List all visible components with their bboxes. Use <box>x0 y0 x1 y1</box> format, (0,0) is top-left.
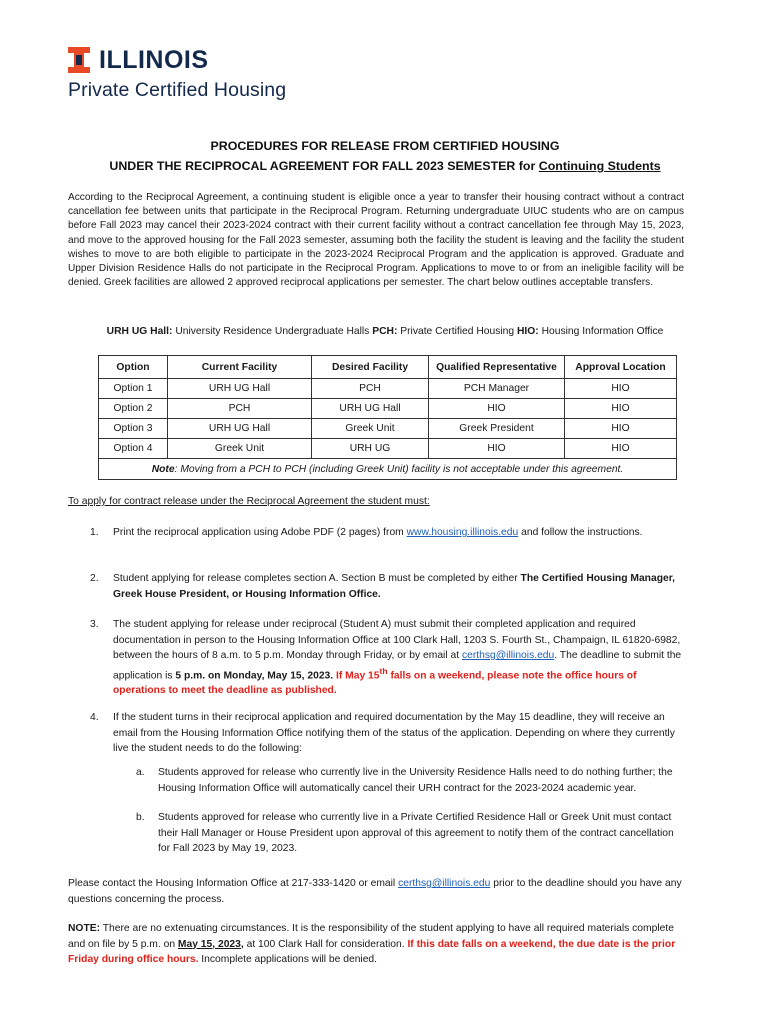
block-i-icon <box>68 47 90 73</box>
contact-email-link[interactable]: certhsg@illinois.edu <box>398 878 491 889</box>
table-cell: Option 1 <box>99 379 168 399</box>
contact-text: prior to the deadline should you have any questions concerning the process. <box>68 878 682 905</box>
table-cell: Option 3 <box>99 419 168 439</box>
table-row <box>99 419 677 439</box>
step-number: 3. <box>90 619 99 630</box>
note-text: There are no extenuating circumstances. It is the responsibility of the student applying to have all required materials complete and on file by 5 p.m. on <box>68 923 674 950</box>
intro-paragraph: According to the Reciprocal Agreement, a continuing student is eligible once a year to transfer their housing contract without a contract cancellation fee between units that participate in the Reciprocal Program. Returning undergraduate UIUC students who are on campus before Fall 2023 may cancel their 2023-2024 contract with their current facility without a contract cancellation fee through May 15, 2023, and move to the approved housing for the Fall 2023 semester, assuming both the facility the student is leaving and the facility the student wishes to move to are both eligible to participate in the 2023-2024 Reciprocal Program and the application is approved. Graduate and Upper Division Residence Halls do not participate in the Reciprocal Program. Applications to move to or from an ineligible facility will be denied. Greek facilities are allowed 2 approved reciprocal applications per semester. The chart below outlines acceptable transfers. <box>68 192 684 289</box>
table-cell: PCH <box>168 399 312 419</box>
housing-website-link[interactable]: www.housing.illinois.edu <box>406 527 519 538</box>
table-row <box>99 439 677 459</box>
legend-hio-label: HIO: <box>517 326 539 337</box>
page-title: PROCEDURES FOR RELEASE FROM CERTIFIED HOUSING <box>210 139 560 153</box>
subtitle-prefix: UNDER THE RECIPROCAL AGREEMENT FOR FALL 2023 SEMESTER for <box>109 159 539 173</box>
table-cell: URH UG <box>312 439 429 459</box>
legend-pch-label: PCH: <box>372 326 398 337</box>
table-cell: Option 2 <box>99 399 168 419</box>
table-cell: PCH Manager <box>429 379 565 399</box>
illinois-logo <box>68 47 286 102</box>
legend-urh-label: URH UG Hall: <box>106 326 173 337</box>
weekend-warning-cont: falls on a weekend, please note the office hours of operations to meet the deadline as published. <box>113 669 637 697</box>
subtitle-underlined: Continuing Students <box>538 159 661 173</box>
step-number: 4. <box>90 712 99 723</box>
table-cell: Greek Unit <box>312 419 429 439</box>
step-text: and follow the instructions. <box>518 527 643 538</box>
step-number: 1. <box>90 527 99 538</box>
table-cell: URH UG Hall <box>168 379 312 399</box>
sub-letter: a. <box>136 767 145 778</box>
table-cell: HIO <box>565 439 677 459</box>
note-label: NOTE: <box>68 923 101 934</box>
table-row <box>99 379 677 399</box>
weekend-warning: If May 15 <box>333 669 380 681</box>
sub-text: Students approved for release who currently live in the University Residence Halls need to do nothing further; the Housing Information Office will automatically cancel their URH contract for the 2023-2024 academic year. <box>158 767 673 794</box>
col-header: Current Facility <box>168 356 312 379</box>
header-subtitle: Private Certified Housing <box>68 79 287 101</box>
wordmark: ILLINOIS <box>99 46 209 74</box>
sub-letter: b. <box>136 812 145 823</box>
table-note-text: : Moving from a PCH to PCH (including Greek Unit) facility is not acceptable under this agreement. <box>174 463 624 475</box>
legend-urh-text: University Residence Undergraduate Halls <box>172 326 373 337</box>
step-text: The student applying for release under reciprocal (Student A) must submit their completed application and required documentation in person to the Housing Information Office at 100 Clark Hall, 1203 S. Fourth St., Champaign, IL 61820-6982, between the hours of 8 a.m. to 5 p.m. Monday through Friday, or by email at <box>113 619 681 661</box>
table-cell: HIO <box>565 379 677 399</box>
step-bold-text: The Certified Housing Manager, Greek House President, or Housing Information Office. <box>113 573 676 600</box>
table-cell: Greek Unit <box>168 439 312 459</box>
email-link[interactable]: certhsg@illinois.edu <box>461 650 555 661</box>
table-cell: HIO <box>429 399 565 419</box>
page-subtitle <box>0 159 770 173</box>
table-cell: URH UG Hall <box>312 399 429 419</box>
note-text: at 100 Clark Hall for consideration. <box>243 938 408 950</box>
table-note-row <box>99 459 677 480</box>
table-cell: HIO <box>565 419 677 439</box>
col-header: Qualified Representative <box>429 356 565 379</box>
apply-heading: To apply for contract release under the Reciprocal Agreement the student must: <box>68 496 430 507</box>
legend-pch-text: Private Certified Housing <box>397 326 517 337</box>
table-note <box>99 459 677 480</box>
table-row <box>99 399 677 419</box>
step-text: If the student turns in their reciprocal application and required documentation by the May 15 deadline, they will receive an email from the Housing Information Office notifying them of the status of the application. Depending on where they currently live the student needs to do the following: <box>113 712 675 754</box>
table-cell: HIO <box>429 439 565 459</box>
contact-paragraph <box>68 876 684 907</box>
col-header: Approval Location <box>565 356 677 379</box>
note-text: Incomplete applications will be denied. <box>198 954 378 965</box>
note-warning: If this date falls on a weekend, the due date is the prior Friday during office hours. <box>68 938 676 965</box>
note-date: May 15, 2023, <box>177 938 244 950</box>
contact-text: Please contact the Housing Information Office at 217-333-1420 or email <box>68 878 399 889</box>
col-header: Desired Facility <box>312 356 429 379</box>
table-cell: Option 4 <box>99 439 168 459</box>
step-text: . The deadline to submit the application is <box>113 650 682 681</box>
table-note-label: Note <box>151 463 175 475</box>
note-paragraph <box>68 921 684 968</box>
weekend-warning-sup: th <box>379 665 388 676</box>
table-header-row <box>99 356 677 379</box>
transfer-options-table <box>98 355 677 480</box>
table-cell: URH UG Hall <box>168 419 312 439</box>
table-cell: Greek President <box>429 419 565 439</box>
col-header: Option <box>99 356 168 379</box>
table-cell: PCH <box>312 379 429 399</box>
step-number: 2. <box>90 573 99 584</box>
step-text: Print the reciprocal application using Adobe PDF (2 pages) from <box>113 527 407 538</box>
legend-hio-text: Housing Information Office <box>538 326 664 337</box>
step-text: Student applying for release completes section A. Section B must be completed by either <box>113 573 521 584</box>
table-cell: HIO <box>565 399 677 419</box>
deadline-text: 5 p.m. on Monday, May 15, 2023. <box>175 669 334 681</box>
sub-text: Students approved for release who currently live in a Private Certified Residence Hall or Greek Unit must contact their Hall Manager or House President upon approval of this agreement to notify them of the contract cancellation for Fall 2023 by May 19, 2023. <box>158 812 674 854</box>
abbreviation-legend <box>0 326 770 337</box>
